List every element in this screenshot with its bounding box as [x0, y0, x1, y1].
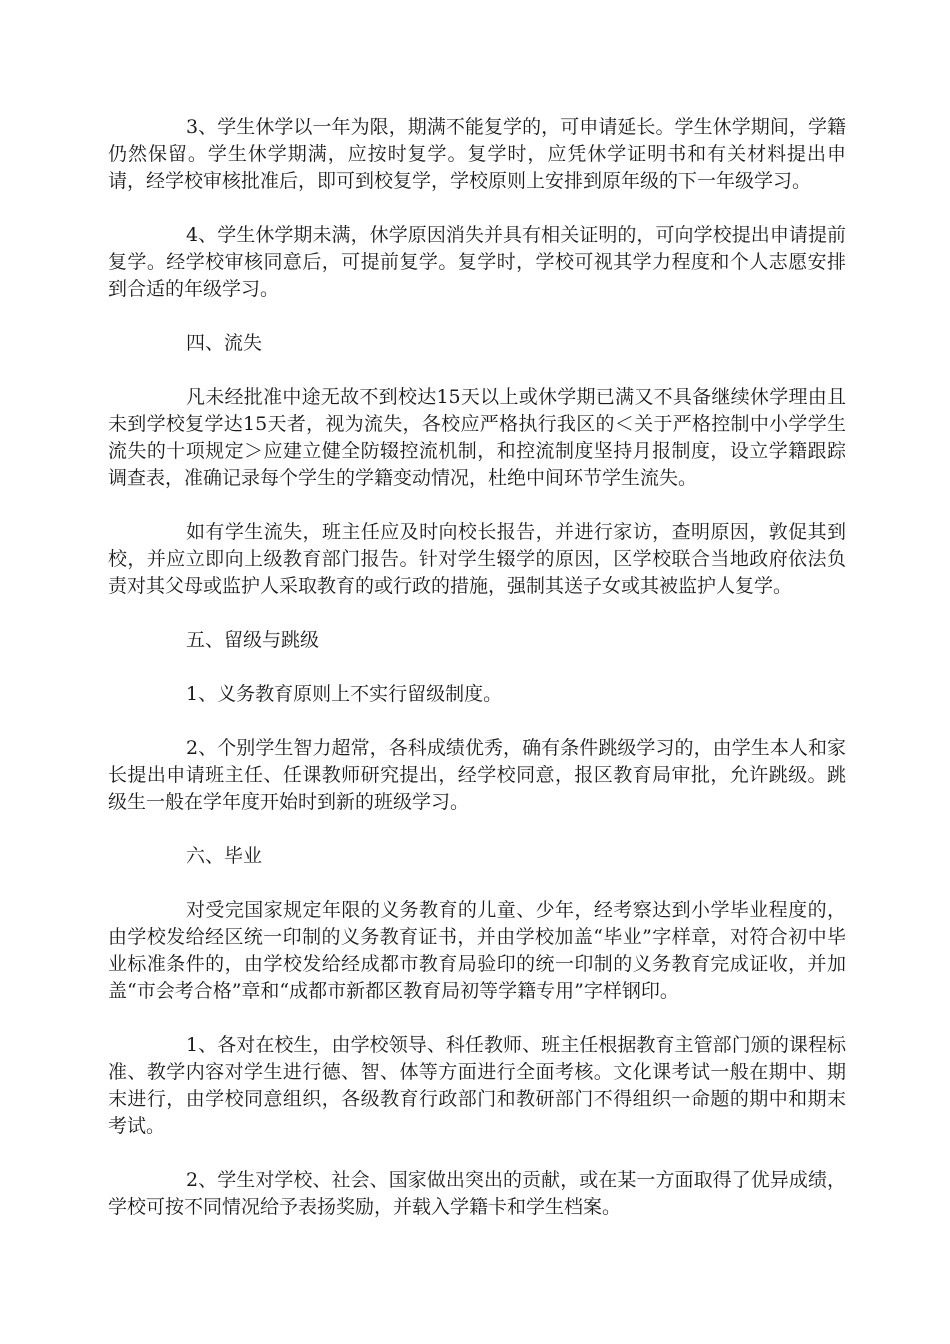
- paragraph-grade-skipping: 2、个别学生智力超常，各科成绩优秀，确有条件跳级学习的，由学生本人和家长提出申请班主任、任课教师研究提出，经学校同意，报区教育局审批，允许跳级。跳级生一般在学年度开始时到新的班级学习。: [108, 737, 846, 813]
- paragraph-dropout-definition: 凡未经批准中途无故不到校达15天以上或休学期已满又不具备继续休学理由且未到学校复学达15天者，视为流失，各校应严格执行我区的＜关于严格控制中小学学生流失的十项规定＞应建立健全防辍控流机制，和控流制度坚持月报制度，设立学籍跟踪调查表，准确记录每个学生的学籍变动情况，杜绝中间环节学生流失。: [108, 386, 846, 489]
- section-heading-dropout: 四、流失: [186, 332, 263, 354]
- paragraph-dropout-handling: 如有学生流失，班主任应及时向校长报告，并进行家访，查明原因，敦促其到校，并应立即向上级教育部门报告。针对学生辍学的原因，区学校联合当地政府依法负责对其父母或监护人采取教育的或行政的措施，强制其送子女或其被监护人复学。: [108, 521, 846, 597]
- section-heading-graduation: 六、毕业: [186, 845, 263, 867]
- paragraph-assessment: 1、各对在校生，由学校领导、科任教师、班主任根据教育主管部门颁的课程标准、教学内容对学生进行德、智、体等方面进行全面考核。文化课考试一般在期中、期末进行，由学校同意组织，各级教育行政部门和教研部门不得组织一命题的期中和期末考试。: [108, 1034, 846, 1137]
- document-body: [108, 114, 846, 1248]
- paragraph-awards: 2、学生对学校、社会、国家做出突出的贡献，或在某一方面取得了优异成绩，学校可按不同情况给予表扬奖励，并载入学籍卡和学生档案。: [108, 1169, 846, 1218]
- paragraph-suspension-limit: 3、学生休学以一年为限，期满不能复学的，可申请延长。学生休学期间，学籍仍然保留。学生休学期满，应按时复学。复学时，应凭休学证明书和有关材料提出申请，经学校审核批准后，即可到校复学，学校原则上安排到原年级的下一年级学习。: [108, 116, 846, 192]
- paragraph-early-resumption: 4、学生休学期未满，休学原因消失并具有相关证明的，可向学校提出申请提前复学。经学校审核同意后，可提前复学。复学时，学校可视其学力程度和个人志愿安排到合适的年级学习。: [108, 224, 846, 300]
- section-heading-retention: 五、留级与跳级: [186, 629, 320, 651]
- paragraph-graduation-certificate: 对受完国家规定年限的义务教育的儿童、少年，经考察达到小学毕业程度的，由学校发给经区统一印制的义务教育证书，并由学校加盖“毕业”字样章，对符合初中毕业标准条件的，由学校发给经成都市教育局验印的统一印制的义务教育完成证收，并加盖“市会考合格”章和“成都市新都区教育局初等学籍专用”字样钢印。: [108, 899, 846, 1002]
- paragraph-no-retention: 1、义务教育原则上不实行留级制度。: [186, 683, 503, 705]
